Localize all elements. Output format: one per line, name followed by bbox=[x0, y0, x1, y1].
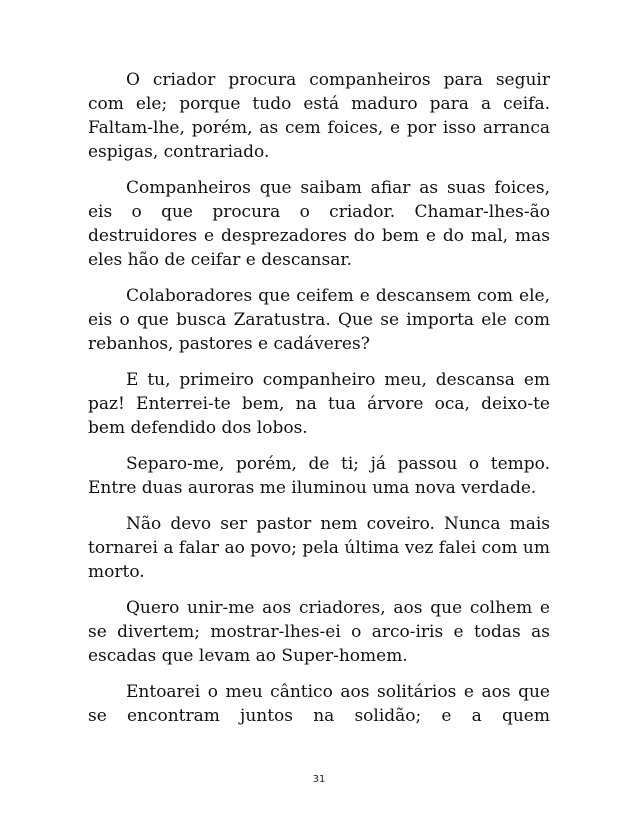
paragraph-3: Colaboradores que ceifem e descansem com ele, eis o que busca Zaratustra. Que se importa ele com rebanhos, pastores e cadáveres? bbox=[88, 286, 550, 354]
page-number: 31 bbox=[312, 774, 326, 785]
paragraph-8: Entoarei o meu cântico aos solitários e aos que se encontram juntos na solidão; e a quem bbox=[88, 682, 550, 726]
paragraph-1: O criador procura companheiros para seguir com ele; porque tudo está maduro para a ceifa. Faltam-lhe, porém, as cem foices, e por isso arranca espigas, contrariado. bbox=[88, 70, 550, 162]
paragraph-5: Separo-me, porém, de ti; já passou o tempo. Entre duas auroras me iluminou uma nova verdade. bbox=[88, 454, 550, 498]
paragraph-6: Não devo ser pastor nem coveiro. Nunca mais tornarei a falar ao povo; pela última vez falei com um morto. bbox=[88, 514, 550, 582]
paragraph-7: Quero unir-me aos criadores, aos que colhem e se divertem; mostrar-lhes-ei o arco-iris e todas as escadas que levam ao Super-homem. bbox=[88, 598, 550, 666]
page-body bbox=[88, 68, 550, 728]
paragraph-4: E tu, primeiro companheiro meu, descansa em paz! Enterrei-te bem, na tua árvore oca, deixo-te bem defendido dos lobos. bbox=[88, 370, 550, 438]
paragraph-2: Companheiros que saibam afiar as suas foices, eis o que procura o criador. Chamar-lhes-ão destruidores e desprezadores do bem e do mal, mas eles hão de ceifar e descansar. bbox=[88, 178, 550, 270]
